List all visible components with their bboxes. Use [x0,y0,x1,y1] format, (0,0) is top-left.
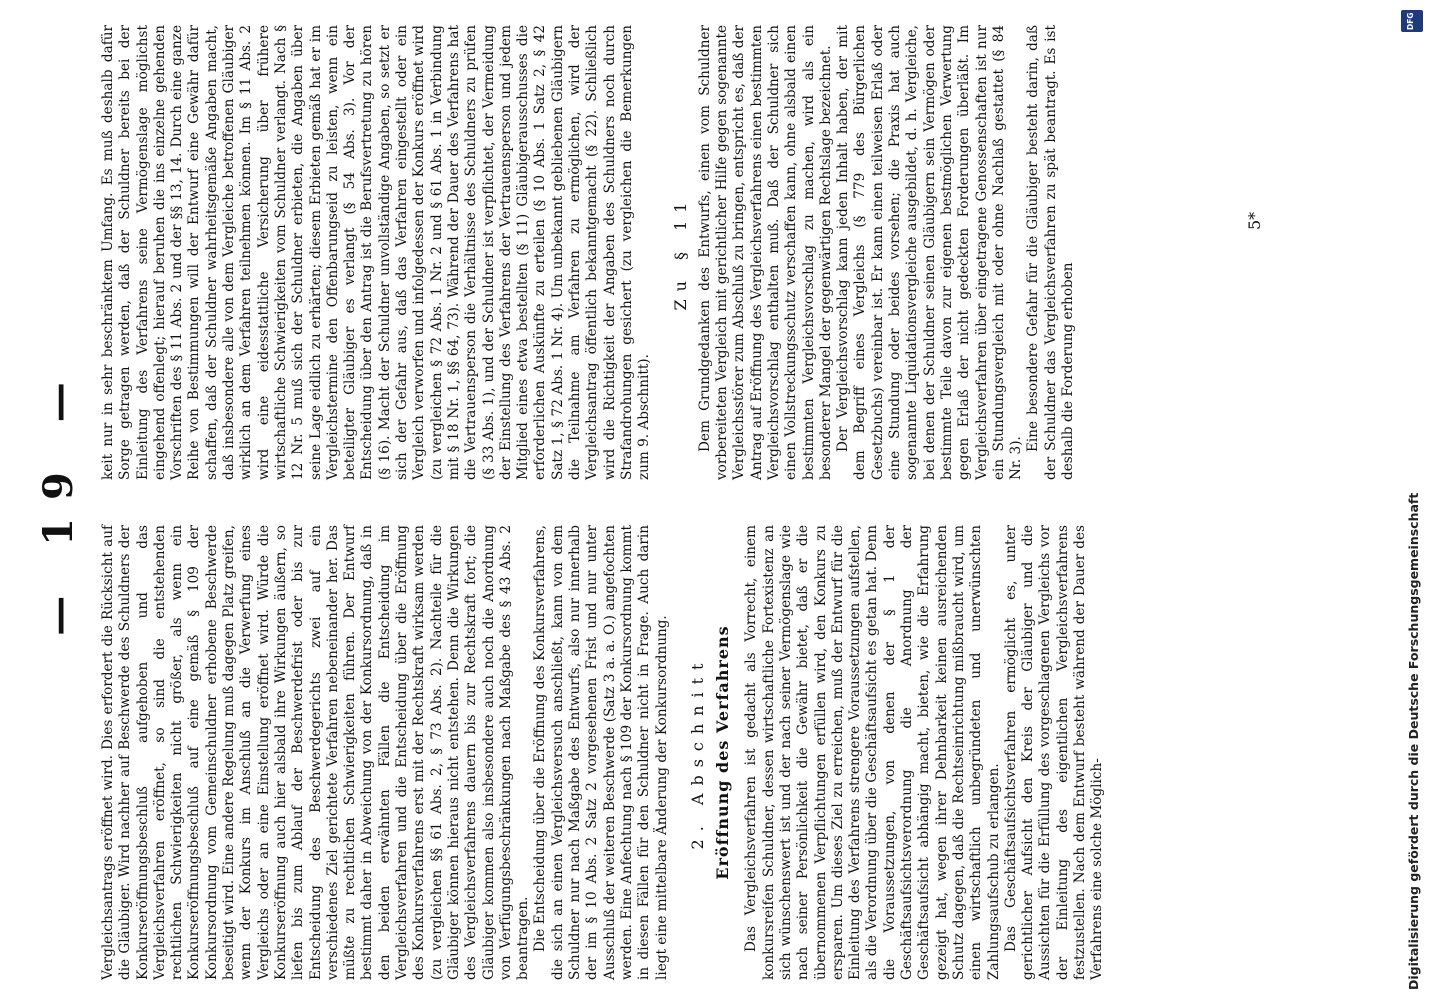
body-paragraph: keit nur in sehr beschränktem Umfang. Es muß deshalb dafür Sorge getragen werden, daß der Schuldner bereits bei der Einleitung des Verfahrens seine Vermögenslage möglichst eingehend offenlegt; hierauf beruhen die ins einzelne gehenden Vorschriften des § 11 Abs. 2 und der §§ 13, 14. Durch eine ganze Reihe von Bestimmungen will der Entwurf eine Gewähr dafür schaffen, daß der Schuldner wahrheitsgemäße Angaben macht, daß insbesondere alle von dem Vergleiche betroffenen Gläubiger wirklich an dem Verfahren teilnehmen können. Im § 11 Abs. 2 wird eine eidesstattliche Versicherung über frühere wirtschaftliche Schwierigkeiten vom Schuldner verlangt. Nach § 12 Nr. 5 muß sich der Schuldner erbieten, die Angaben über seine Lage eidlich zu erhärten; diesem Erbieten gemäß hat er im Vergleichstermine den Offenbarungseid zu leisten, wenn ein beteiligter Gläubiger es verlangt (§ 54 Abs. 3). Vor der Entscheidung über den Antrag ist die Berufsvertretung zu hören (§ 16). Macht der Schuldner unvollständige Angaben, so setzt er sich der Gefahr aus, daß das Verfahren eingestellt oder ein Vergleich verworfen und infolgedessen der Konkurs eröffnet wird (zu vergleichen § 72 Abs. 1 Nr. 2 und § 61 Abs. 1 in Verbindung mit § 18 Nr. 1, §§ 64, 73). Während der Dauer des Verfahrens hat die Vertrauensperson die Verhältnisse des Schuldners zu prüfen (§ 33 Abs. 1), und der Schuldner ist verpflichtet, der Vermeidung der Einstellung des Verfahrens der Vertrauensperson und jedem Mitglied eines etwa bestellten (§ 11) Gläubigerausschusses die erforderlichen Auskünfte zu erteilen (§ 10 Abs. 1 Satz 2, § 42 Satz 1, § 72 Abs. 1 Nr. 4). Um unbekannt gebliebenen Gläubigern die Teilnahme am Verfahren zu ermöglichen, wird der Vergleichsantrag öffentlich bekanntgemacht (§ 22). Schließlich wird die Richtigkeit der Angaben des Schuldners noch durch Strafandrohungen gesichert (zu vergleichen die Bemerkungen zum 9. Abschnitt). [100,25,653,480]
right-column [100,25,1200,480]
body-paragraph: Das Geschäftsaufsichtsverfahren ermöglicht es, unter gerichtlicher Aufsicht den Kreis der Gläubiger und die Aussichten für die Erfüllung des vorgeschlagenen Vergleichs vor der Einleitung des eigentlichen Vergleichsverfahrens festzustellen. Nach dem Entwurf besteht während der Dauer des Verfahrens eine solche Möglich- [1002,525,1106,980]
page-number: — 19 — [35,364,82,636]
section-header: Zu § 11 [670,194,690,311]
digitization-credit: Digitalisierung gefördert durch die Deutsche Forschungsgemeinschaft [1406,492,1421,990]
section-header: 2. Abschnitt [687,655,707,850]
dfg-logo-icon [1401,10,1423,32]
page-header [25,0,95,1000]
section-title: Eröffnung des Verfahrens [713,625,733,880]
body-paragraph: Der Vergleichsvorschlag kann jeden Inhalt haben, der mit dem Begriff eines Vergleichs (§ 779 des Bürgerlichen Gesetzbuchs) vereinbar ist. Er kann einen teilweisen Erlaß oder eine Stundung oder beides vorsehen; die Praxis hat auch sogenannte Liquidationsvergleiche ausgebildet, d. h. Vergleiche, bei denen der Schuldner seinen Gläubigern sein Vermögen oder bestimmte Teile davon zur eigenen bestmöglichen Verwertung gegen Erlaß der nicht gedeckten Forderungen überläßt. Im Vergleichsverfahren über eingetragene Genossenschaften ist nur ein Stundungsvergleich mit oder ohne Nachlaß gestattet (§ 84 Nr. 3). [835,25,1025,480]
left-column [100,525,1200,980]
body-paragraph: Vergleichsantrags eröffnet wird. Dies erfordert die Rücksicht auf die Gläubiger. Wird nachher auf Beschwerde des Schuldners der Konkurseröffnungsbeschluß aufgehoben und das Vergleichsverfahren eröffnet, so sind die entstehenden rechtlichen Schwierigkeiten nicht größer, als wenn ein Konkurseröffnungsbeschluß auf eine gemäß § 109 der Konkursordnung vom Gemeinschuldner erhobene Beschwerde beseitigt wird. Eine andere Regelung muß dagegen Platz greifen, wenn der Konkurs im Anschluß an die Verwerfung eines Vergleichs oder an eine Einstellung eröffnet wird. Würde die Konkurseröffnung auch hier alsbald ihre Wirkungen äußern, so liefen bis zum Ablauf der Beschwerdefrist oder bis zur Entscheidung des Beschwerdegerichts zwei auf ein verschiedenes Ziel gerichtete Verfahren nebeneinander her. Das müßte zu rechtlichen Schwierigkeiten führen. Der Entwurf bestimmt daher in Abweichung von der Konkursordnung, daß in den beiden erwähnten Fällen die Entscheidung im Vergleichsverfahren und die Entscheidung über die Eröffnung des Konkursverfahrens erst mit der Rechtskraft wirksam werden (zu vergleichen §§ 61 Abs. 2, § 73 Abs. 2). Nachteile für die Gläubiger können hieraus nicht entstehen. Denn die Wirkungen des Vergleichsverfahrens dauern bis zur Rechtskraft fort; die Gläubiger kommen also insbesondere auch noch die Anordnung von Verfügungsbeschränkungen nach Maßgabe des § 43 Abs. 2 beantragen. [100,525,532,980]
signature-mark: 5* [1245,211,1264,230]
body-paragraph: Die Entscheidung über die Eröffnung des Konkursverfahrens, die sich an einen Vergleichsversuch anschließt, kann von dem Schuldner nur nach Maßgabe des Entwurfs, also nur innerhalb der im § 10 Abs. 2 Satz 2 vorgesehenen Frist und nur unter Ausschluß der weiteren Beschwerde (Satz 3 a. a. O.) angefochten werden. Eine Anfechtung nach § 109 der Konkursordnung kommt in diesen Fällen für den Schuldner nicht in Frage. Auch darin liegt eine mittelbare Änderung der Konkursordnung. [532,525,670,980]
digitization-strip [1398,0,1434,1000]
body-paragraph: Dem Grundgedanken des Entwurfs, einen vom Schuldner vorbereiteten Vergleich mit gerichtlicher Hilfe gegen sogenannte Vergleichsstörer zum Abschluß zu bringen, entspricht es, daß der Antrag auf Eröffnung des Vergleichsverfahrens einen bestimmten Vergleichsvorschlag enthalten muß. Daß der Schuldner sich einen Vollstreckungsschutz verschaffen kann, ohne alsbald einen bestimmten Vergleichsvorschlag zu machen, wird als ein besonderer Mangel der gegenwärtigen Rechtslage bezeichnet. [696,25,834,480]
body-paragraph: Das Vergleichsverfahren ist gedacht als Vorrecht, einem konkursreifen Schuldner, dessen wirtschaftliche Fortexistenz an sich wünschenswert ist und der nach seiner Vermögenslage wie nach seiner Persönlichkeit die Gewähr bietet, daß er die übernommenen Verpflichtungen erfüllen wird, den Konkurs zu ersparen. Um dieses Ziel zu erreichen, muß der Entwurf für die Einleitung des Verfahrens strengere Voraussetzungen aufstellen, als die Verordnung über die Geschäftsaufsicht es getan hat. Denn die Voraussetzungen, von denen der § 1 der Geschäftsaufsichtsverordnung die Anordnung der Geschäftsaufsicht abhängig macht, bieten, wie die Erfahrung gezeigt hat, wegen ihrer Dehnbarkeit keinen ausreichenden Schutz dagegen, daß die Rechtseinrichtung mißbraucht wird, um einen wirtschaftlich unbegründeten und unerwünschten Zahlungsaufschub zu erlangen. [743,525,1002,980]
body-paragraph: Eine besondere Gefahr für die Gläubiger besteht darin, daß der Schuldner das Vergleichsverfahren zu spät beantragt. Es ist deshalb die Forderung erhoben [1025,25,1077,480]
